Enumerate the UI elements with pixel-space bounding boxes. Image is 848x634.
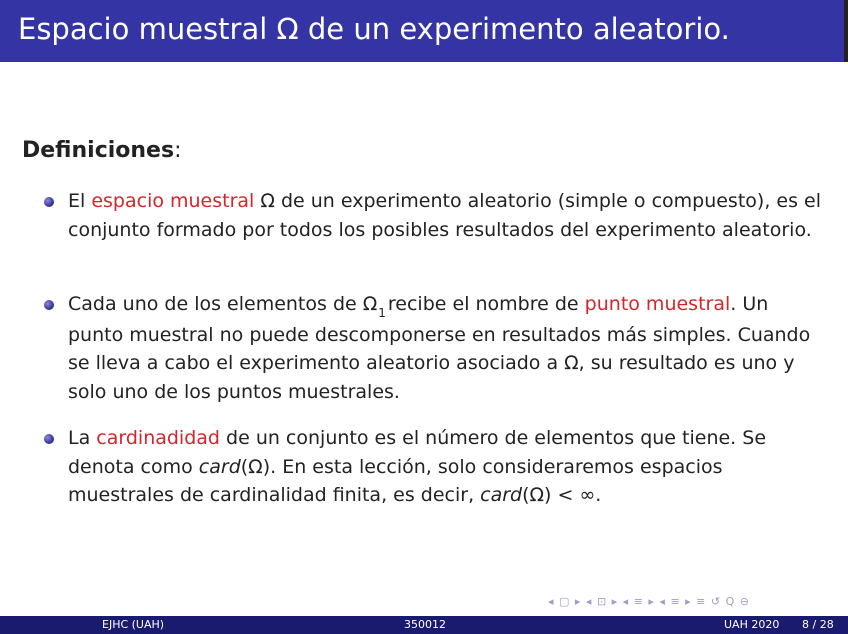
bullet-icon — [44, 197, 54, 207]
footer-author: EJHC (UAH) — [102, 618, 165, 631]
beamer-navigation-icons[interactable]: ◂ ▢ ▸ ◂ ⊡ ▸ ◂ ≡ ▸ ◂ ≡ ▸ ≡ ↺ Q ⊖ — [548, 595, 750, 608]
footer-institution: UAH 2020 — [724, 618, 780, 631]
footer-page-number: 8 / 28 — [802, 618, 834, 631]
heading-colon: : — [174, 138, 182, 163]
term-highlight: punto muestral — [584, 293, 731, 315]
term-highlight: cardinadidad — [96, 427, 220, 449]
item-text: recibe el nombre de — [387, 293, 585, 315]
item-text: Cada uno de los elementos de Ω — [68, 293, 378, 315]
item-text: Ω de un experimento aleatorio (simple o compuesto), es el conjunto formado por todos los posibles resultados del experimento aleatorio. — [68, 190, 821, 241]
title-bar-edge — [844, 0, 848, 62]
slide-title: Espacio muestral Ω de un experimento aleatorio. — [18, 12, 730, 46]
footer-code: 350012 — [404, 618, 446, 631]
item-text: El — [68, 190, 92, 212]
title-bar — [0, 0, 848, 62]
heading-text: Definiciones — [22, 138, 175, 163]
section-heading — [22, 138, 182, 163]
bullet-item-3 — [68, 424, 828, 510]
footer-bar — [0, 616, 848, 634]
item-text: . Un punto muestral no puede descomponerse en resultados más simples. Cuando se lleva a cabo el experimento aleatorio asociado a Ω, su resultado es uno y solo uno de los puntos muestrales. — [68, 293, 811, 403]
math-card: card — [198, 455, 241, 478]
bullet-item-2 — [68, 290, 828, 406]
math-card: card — [480, 484, 523, 506]
subscript: 1 — [378, 306, 386, 320]
item-text: (Ω). En esta lección, solo consideraremos espacios muestrales de cardinalidad finita, es decir, — [68, 455, 723, 506]
term-highlight: espacio muestral — [91, 190, 255, 212]
bullet-item-1 — [68, 187, 828, 244]
bullet-icon — [44, 434, 54, 444]
item-text: (Ω) < ∞. — [522, 484, 602, 506]
item-text: La — [68, 427, 97, 449]
bullet-icon — [44, 300, 54, 310]
item-text: de un conjunto es el número de elementos que tiene. Se denota como — [68, 427, 767, 478]
